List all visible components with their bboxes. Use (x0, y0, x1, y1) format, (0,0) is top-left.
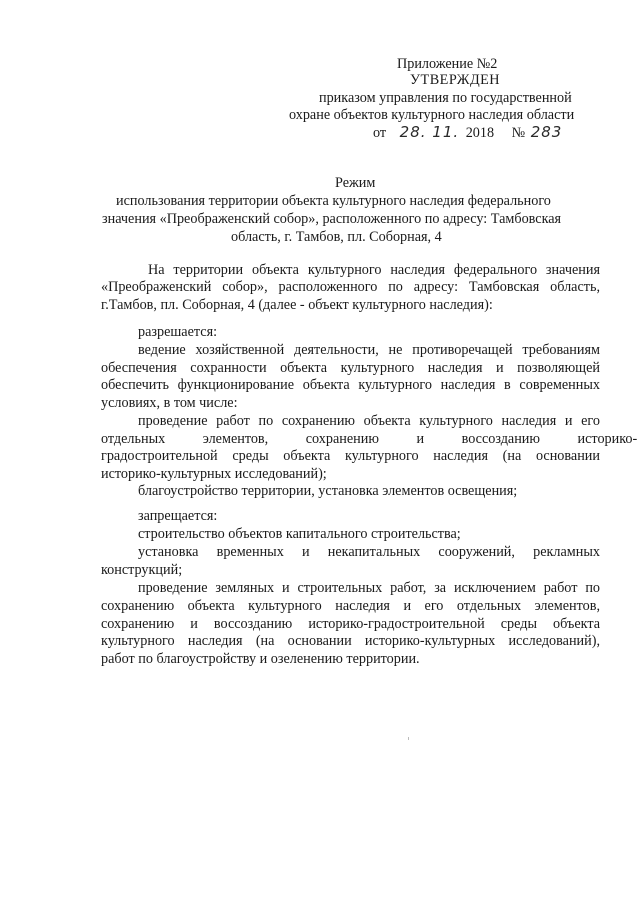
permitted-p1-line-1: ведение хозяйственной деятельности, не противоречащей требованиям (138, 342, 600, 358)
permitted-p1-line-4: условиях, в том числе: (101, 395, 238, 411)
title-line-2: значения «Преображенский собор», расположенного по адресу: Тамбовская (102, 211, 562, 227)
order-date-line (373, 124, 562, 141)
permitted-p2-line-3: градостроительной среды объекта культурного наследия (на основании (101, 448, 600, 464)
permitted-p3-line-1: благоустройство территории, установка элементов освещения; (138, 483, 518, 499)
number-prefix: № (511, 125, 526, 141)
prohibited-p2-line-1: установка временных и некапитальных сооружений, рекламных (138, 544, 600, 560)
intro-line-1: На территории объекта культурного наследия федерального значения (148, 262, 600, 278)
permitted-label: разрешается: (138, 324, 218, 340)
document-heading: Режим (335, 175, 376, 191)
prohibited-p3-line-3: сохранению и воссозданию историко-градостроительной среды объекта (101, 616, 600, 632)
handwritten-date: 28. 11. (399, 123, 460, 141)
permitted-p2-line-2: отдельных элементов, сохранению и воссозданию историко- (101, 431, 638, 447)
prohibited-p3-line-1: проведение земляных и строительных работ, за исключением работ по (138, 580, 600, 596)
order-line-2: охране объектов культурного наследия области (289, 107, 575, 123)
permitted-p1-line-2: обеспечения сохранности объекта культурного наследия и позволяющей (101, 360, 600, 376)
permitted-p2-line-4: историко-культурных исследований); (101, 466, 327, 482)
prohibited-p1-line-1: строительство объектов капитального строительства; (138, 526, 461, 542)
date-prefix: от (373, 125, 387, 141)
handwritten-order-number: 283 (530, 123, 563, 141)
scan-speck (408, 737, 409, 740)
order-line-1: приказом управления по государственной (319, 90, 572, 106)
intro-line-2: «Преображенский собор», расположенного по адресу: Тамбовская область, (101, 279, 600, 295)
intro-line-3: г.Тамбов, пл. Соборная, 4 (далее - объект культурного наследия): (101, 297, 493, 313)
permitted-p1-line-3: обеспечить функционирование объекта культурного наследия в современных (101, 377, 600, 393)
appendix-label: Приложение №2 (397, 56, 498, 72)
title-line-1: использования территории объекта культурного наследия федерального (116, 193, 551, 209)
prohibited-p2-line-2: конструкций; (101, 562, 183, 578)
prohibited-p3-line-2: сохранению объекта культурного наследия и его отдельных элементов, (101, 598, 600, 614)
prohibited-p3-line-5: работ по благоустройству и озеленению территории. (101, 651, 420, 667)
order-year: 2018 (465, 125, 495, 141)
title-line-3: область, г. Тамбов, пл. Соборная, 4 (231, 229, 442, 245)
approved-stamp-text: УТВЕРЖДЕН (410, 72, 501, 88)
permitted-p2-line-1: проведение работ по сохранению объекта культурного наследия и его (138, 413, 600, 429)
prohibited-label: запрещается: (138, 508, 218, 524)
prohibited-p3-line-4: культурного наследия (на основании историко-культурных исследований), (101, 633, 600, 649)
